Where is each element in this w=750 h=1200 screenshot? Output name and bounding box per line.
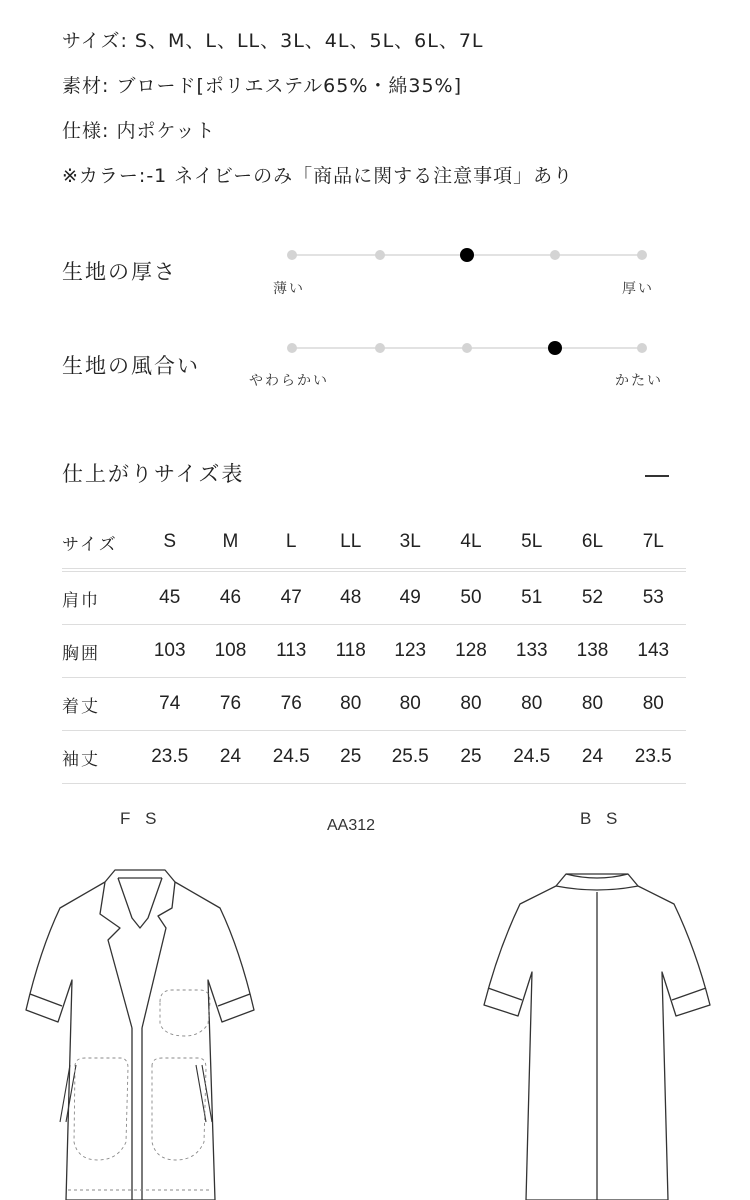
header-cell: LL — [340, 531, 362, 552]
table-cell: 80 — [399, 693, 421, 714]
table-row — [62, 625, 686, 678]
rating-marker-selected — [548, 341, 562, 355]
table-cell: 45 — [159, 587, 181, 608]
rating-marker — [375, 250, 385, 260]
table-cell: 80 — [460, 693, 482, 714]
table-cell: 76 — [219, 693, 242, 714]
size-chart-header-row — [62, 516, 686, 570]
rating-thickness-min: 薄い — [273, 281, 305, 297]
table-cell: 143 — [637, 640, 670, 661]
table-cell: 133 — [515, 640, 548, 661]
table-cell: 113 — [276, 640, 307, 661]
table-cell: 24 — [219, 746, 242, 767]
table-cell: 128 — [455, 640, 487, 661]
table-cell: 49 — [399, 587, 421, 608]
back-view-label: B S — [580, 809, 623, 828]
table-cell: 123 — [394, 640, 427, 661]
table-cell: 80 — [642, 693, 664, 714]
table-row — [62, 678, 686, 731]
rating-thickness-max: 厚い — [622, 281, 654, 297]
rating-marker — [375, 343, 385, 353]
table-cell: 47 — [280, 587, 302, 608]
table-cell: 23.5 — [634, 746, 672, 767]
table-cell: 24.5 — [272, 746, 310, 767]
header-cell: L — [285, 531, 297, 552]
header-cell: 5L — [521, 531, 543, 552]
row-label: 肩巾 — [62, 590, 100, 611]
rating-marker — [462, 343, 472, 353]
spec-sizes: サイズ: S、M、L、LL、3L、4L、5L、6L、7L — [62, 30, 484, 52]
rating-marker — [637, 250, 647, 260]
table-cell: 118 — [335, 640, 366, 661]
spec-material: 素材: ブロード[ポリエステル65%・綿35%] — [62, 75, 463, 97]
size-chart-title: 仕上がりサイズ表 — [62, 462, 245, 486]
rating-texture-label: 生地の風合い — [62, 354, 200, 378]
header-cell: 3L — [399, 531, 421, 552]
spec-color-note: ※カラー:-1 ネイビーのみ「商品に関する注意事項」あり — [62, 165, 574, 187]
table-row — [62, 731, 686, 784]
table-cell: 138 — [576, 640, 609, 661]
rating-thickness-scale — [292, 254, 642, 256]
table-cell: 103 — [153, 640, 186, 661]
back-view-illustration — [478, 860, 718, 1200]
table-cell: 74 — [159, 693, 181, 714]
rating-texture-max: かたい — [615, 373, 663, 389]
table-cell: 24 — [581, 746, 604, 767]
spec-features: 仕様: 内ポケット — [62, 120, 216, 142]
header-cell: 6L — [581, 531, 604, 552]
table-cell: 25.5 — [391, 746, 429, 767]
table-cell: 46 — [219, 587, 242, 608]
table-cell: 25 — [460, 746, 482, 767]
table-cell: 80 — [521, 693, 543, 714]
table-cell: 23.5 — [151, 746, 189, 767]
table-cell: 76 — [280, 693, 302, 714]
row-label: 袖丈 — [62, 749, 100, 770]
table-cell: 52 — [581, 587, 604, 608]
row-label: 着丈 — [62, 696, 100, 717]
rating-marker — [287, 343, 297, 353]
table-cell: 80 — [581, 693, 604, 714]
model-code: AA312 — [327, 817, 376, 834]
header-cell: 7L — [642, 531, 664, 552]
header-cell: M — [222, 531, 239, 552]
table-cell: 53 — [642, 587, 664, 608]
table-cell: 48 — [340, 587, 362, 608]
header-cell: サイズ — [62, 534, 118, 555]
rating-marker — [550, 250, 560, 260]
rating-texture-min: やわらかい — [249, 373, 329, 389]
table-cell: 80 — [340, 693, 362, 714]
table-cell: 24.5 — [513, 746, 551, 767]
front-view-label: F S — [120, 809, 162, 828]
rating-marker — [637, 343, 647, 353]
size-chart-table — [62, 516, 686, 784]
table-cell: 51 — [521, 587, 543, 608]
row-label: 胸囲 — [62, 643, 100, 664]
rating-marker-selected — [460, 248, 474, 262]
header-cell: 4L — [460, 531, 482, 552]
table-cell: 25 — [340, 746, 362, 767]
front-view-illustration — [20, 860, 260, 1200]
rating-marker — [287, 250, 297, 260]
collapse-toggle-icon[interactable] — [645, 475, 669, 477]
rating-thickness-label: 生地の厚さ — [62, 260, 177, 284]
header-cell: S — [163, 531, 177, 552]
table-cell: 50 — [460, 587, 482, 608]
rating-texture-scale — [292, 347, 642, 349]
table-cell: 108 — [214, 640, 247, 661]
table-row — [62, 570, 686, 625]
